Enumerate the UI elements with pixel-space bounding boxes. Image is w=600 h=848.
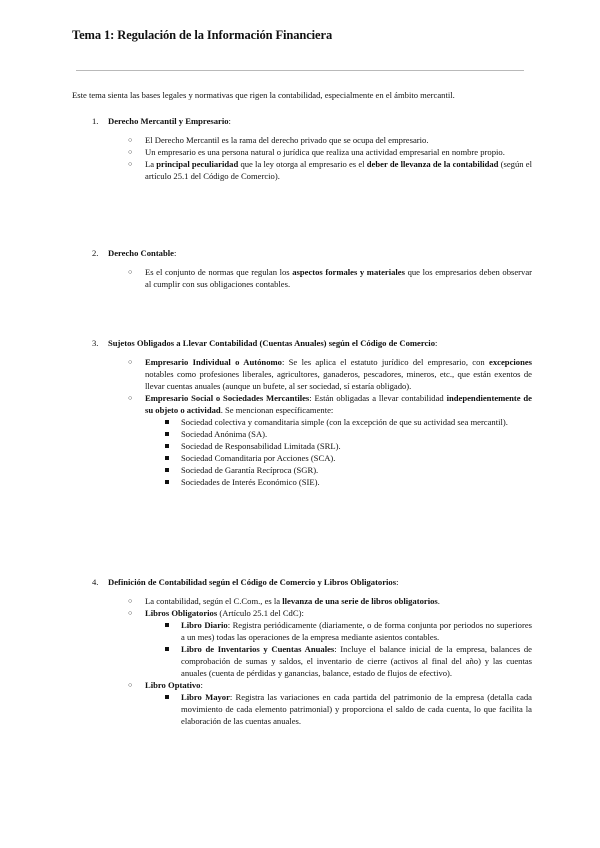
item-text: Un empresario es una persona natural o jurídica que realiza una actividad empresarial en nombre propio. <box>145 147 505 157</box>
section-heading <box>92 115 532 127</box>
colon: : <box>435 338 438 348</box>
bold-text: Libro Diario <box>181 620 228 630</box>
sub-list-item: Sociedad Anónima (SA). <box>165 428 532 440</box>
list-item <box>128 158 532 182</box>
section-2 <box>92 247 532 290</box>
section-title: Derecho Mercantil y Empresario <box>108 116 229 126</box>
item-text: : Incluye el balance inicial de la empresa, balances de comprobación de sumas y saldos, el inventario de cierre (activos al final del año) y las cuentas anuales (cuenta de pérdidas y ganancias, balance, estado de flujos de efectivo). <box>181 644 532 678</box>
item-text: (Artículo 25.1 del CdC): <box>217 608 304 618</box>
item-text: notables como profesiones liberales, agricultores, ganaderos, pescadores, mineros, etc., que están exentos de llevar cuentas anuales (aunque un bufete, al ser sociedad, sí estaría obligado). <box>145 369 532 391</box>
list-item <box>128 607 532 679</box>
section-heading <box>92 247 532 259</box>
sub-list-item: Sociedad Comanditaria por Acciones (SCA). <box>165 452 532 464</box>
section-heading <box>92 337 532 349</box>
section-title: Sujetos Obligados a Llevar Contabilidad (Cuentas Anuales) según el Código de Comercio <box>108 338 435 348</box>
item-text: La contabilidad, según el C.Com., es la <box>145 596 283 606</box>
section-number: 1. <box>92 116 99 126</box>
bold-text: Empresario Social o Sociedades Mercantiles <box>145 393 310 403</box>
bold-text: deber de llevanza de la contabilidad <box>366 159 499 169</box>
colon: : <box>396 577 399 587</box>
item-text: (según el artículo 25.1 del Código de Comercio). <box>145 159 532 181</box>
item-text: : <box>200 680 203 690</box>
list-item <box>128 134 532 146</box>
section-number: 3. <box>92 338 99 348</box>
item-text: : Están obligadas a llevar contabilidad <box>309 393 447 403</box>
sub-list-item <box>165 691 532 727</box>
section-3 <box>92 337 532 488</box>
bold-text: Libros Obligatorios <box>145 608 218 618</box>
list-item <box>128 356 532 392</box>
bold-text: independientemente de su objeto o actividad <box>145 393 532 415</box>
list-item <box>128 392 532 488</box>
section-heading <box>92 576 532 588</box>
sub-list-item <box>165 619 532 643</box>
sub-list-item: Sociedad de Garantía Recíproca (SGR). <box>165 464 532 476</box>
bold-text: Libro Optativo <box>145 680 201 690</box>
section-title: Derecho Contable <box>108 248 174 258</box>
bold-text: Libro de Inventarios y Cuentas Anuales <box>181 644 335 654</box>
section-number: 2. <box>92 248 99 258</box>
section-title: Definición de Contabilidad según el Código de Comercio y Libros Obligatorios <box>108 577 397 587</box>
colon: : <box>228 116 231 126</box>
sub-list-item: Sociedad de Responsabilidad Limitada (SRL). <box>165 440 532 452</box>
sub-list-item: Sociedad colectiva y comanditaria simple (con la excepción de que su actividad sea mercantil). <box>165 416 532 428</box>
bold-text: aspectos formales y materiales <box>292 267 405 277</box>
colon: : <box>173 248 177 258</box>
section-1 <box>92 115 532 182</box>
item-text: . <box>437 596 440 606</box>
section-4 <box>92 576 532 727</box>
section-number: 4. <box>92 577 99 587</box>
sub-list-item <box>165 643 532 679</box>
item-text: El Derecho Mercantil es la rama del derecho privado que se ocupa del empresario. <box>145 135 429 145</box>
bold-text: excepciones <box>489 357 533 367</box>
list-item <box>128 679 532 727</box>
bold-text: Empresario Individual o Autónomo <box>145 357 282 367</box>
sub-list-item: Sociedades de Interés Económico (SIE). <box>165 476 532 488</box>
horizontal-rule <box>76 70 524 71</box>
bold-text: llevanza de una serie de libros obligatorios <box>282 596 438 606</box>
list-item <box>128 266 532 290</box>
item-text: : Registra periódicamente (diariamente, o de forma conjunta por periodos no superiores a un mes) todas las operaciones de la empresa mediante asientos contables. <box>181 620 532 642</box>
item-text: La <box>145 159 157 169</box>
list-item <box>128 595 532 607</box>
item-text: Es el conjunto de normas que regulan los <box>145 267 293 277</box>
item-text: que los empresarios deben observar al cumplir con sus obligaciones contables. <box>145 267 532 289</box>
bold-text: Libro Mayor <box>181 692 230 702</box>
item-text: : Registra las variaciones en cada partida del patrimonio de la empresa (detalla cada movimiento de cada elemento patrimonial) y proporciona el saldo de cada cuenta, lo que facilita la elaboración de las cuentas anuales. <box>181 692 532 726</box>
item-text: que la ley otorga al empresario es el <box>238 159 367 169</box>
intro-paragraph: Este tema sienta las bases legales y normativas que rigen la contabilidad, especialmente en el ámbito mercantil. <box>72 90 455 100</box>
bold-text: principal peculiaridad <box>156 159 239 169</box>
list-item <box>128 146 532 158</box>
page-title: Tema 1: Regulación de la Información Financiera <box>72 28 333 42</box>
item-text: : Se les aplica el estatuto jurídico del empresario, con <box>281 357 490 367</box>
item-text: . Se mencionan específicamente: <box>220 405 334 415</box>
